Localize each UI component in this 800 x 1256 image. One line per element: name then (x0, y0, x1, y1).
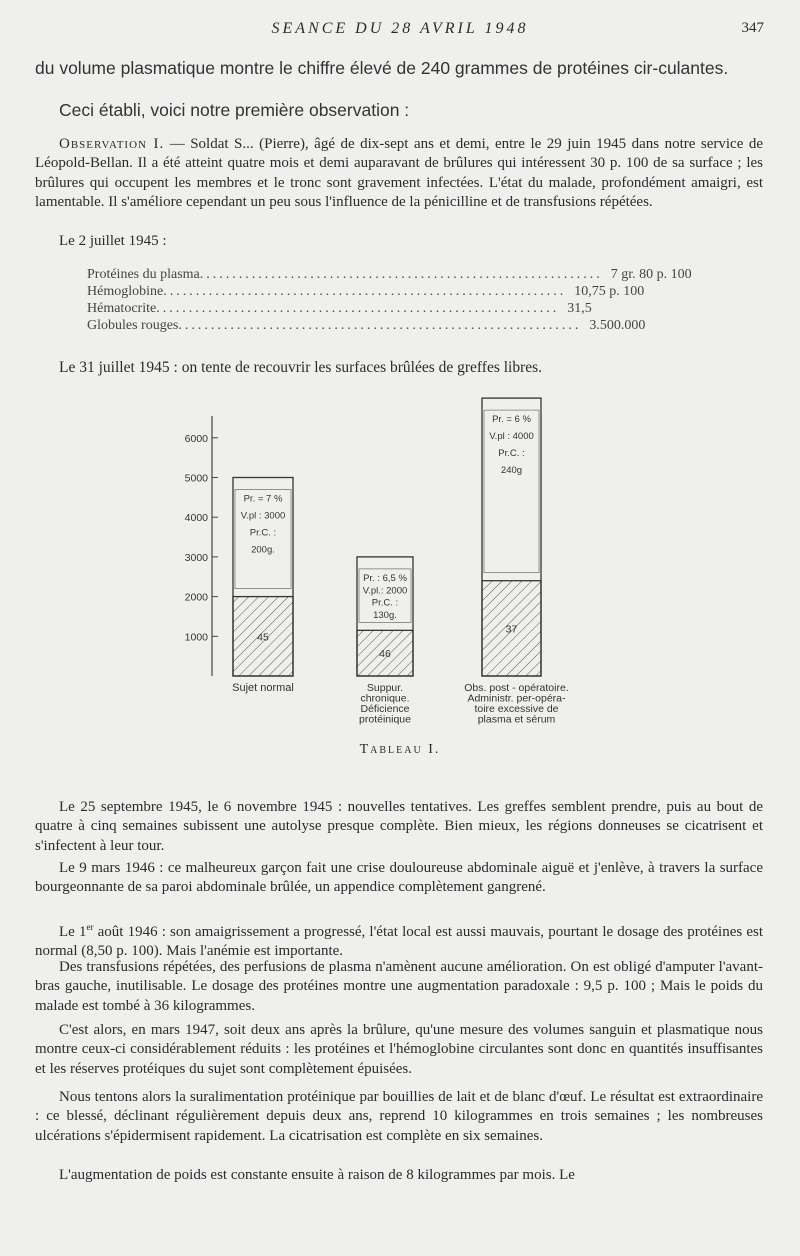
body-paragraph: C'est alors, en mars 1947, soit deux ans après la brûlure, qu'une mesure des volumes sanguin et plasmatique nous montre ceux-ci considérablement réduits : les protéines et l'hémoglobine circulantes sont donc en quantités insuffisantes et les réserves protéiques du sujet sont complètement épuisées. (35, 1022, 763, 1077)
y-tick-label: 5000 (184, 472, 208, 485)
lab-row (87, 300, 592, 317)
body-paragraph: L'augmentation de poids est constante ensuite à raison de 8 kilogrammes par mois. Le (59, 1167, 575, 1183)
bar-category-label: toire excessive de (474, 703, 559, 715)
lab-label: Globules rouges (87, 318, 179, 333)
intro-line-1: du volume plasmatique montre le chiffre élevé de 240 grammes de protéines cir-culantes. (35, 58, 729, 78)
bar-category-label: chronique. (360, 692, 410, 705)
paragraph-rest: août 1946 : son amaigrissement a progressé, l'état local est aussi mauvais, pourtant le dosage des protéines est normal (8,50 p. 100). Mais l'anémie est importante. (35, 924, 763, 960)
bar-category-label: plasma et sérum (477, 713, 556, 726)
bar-info-line: V.pl.: 2000 (362, 585, 408, 597)
leader-dots: .............................................................. (156, 301, 560, 316)
body-paragraph: Des transfusions répétées, des perfusions de plasma n'amènent aucune amélioration. On est obligé d'amputer l'avant-bras gauche, inutilisable. Le dosage des protéines montre une augmentation paradoxale : 9,5 p. 100 ; Mais le poids du malade est tombé à 36 kilogrammes. (35, 959, 763, 1014)
bar-category-label: Déficience (360, 703, 410, 715)
y-tick-label: 3000 (184, 551, 208, 564)
lab-value: 3.500.000 (589, 318, 646, 333)
body-paragraph: Le 25 septembre 1945, le 6 novembre 1945 : nouvelles tentatives. Les greffes semblent prendre, puis au bout de quatre à cinq semaines subissent une autolyse presque complète. Bien mieux, les régions donneuses se cicatrisent et s'infectent à leur tour. (35, 799, 763, 854)
intro-line-2: Ceci établi, voici notre première observation : (59, 100, 410, 120)
observation-date-line: Le 2 juillet 1945 : (59, 233, 167, 249)
bar-hatched-label: 45 (257, 631, 269, 644)
body-paragraph: Le 9 mars 1946 : ce malheureux garçon fait une crise douloureuse abdominale aiguë et j'enlève, à travers la surface bourgeonnante de sa paroi abdominale brûlée, un appendice complètement gangrené. (35, 860, 763, 896)
lab-row (87, 317, 646, 334)
bar-category-label: Obs. post - opératoire. (464, 682, 569, 694)
bar-hatched-label: 46 (379, 648, 391, 661)
bar-category-label: protéinique (359, 713, 411, 726)
y-tick-label: 6000 (184, 432, 208, 445)
body-paragraph: Le 1er août 1946 : son amaigrissement a progressé, l'état local est aussi mauvais, pourtant le dosage des protéines est normal (8,50 p. 100). Mais l'anémie est importante. (35, 922, 763, 960)
leader-dots: .............................................................. (163, 284, 567, 299)
leader-dots: .............................................................. (199, 267, 603, 282)
y-tick-label: 1000 (184, 631, 208, 644)
lab-label: Protéines du plasma (87, 267, 200, 282)
observation-paragraph (35, 135, 763, 212)
lab-value: 7 gr. 80 p. 100 (610, 267, 692, 282)
y-tick-label: 4000 (184, 512, 208, 525)
table-caption: Tableau I. (359, 742, 441, 757)
observation-label: Observation I. (59, 136, 165, 152)
bar-info-line: Pr.C. : (371, 597, 399, 609)
lab-values-table (87, 266, 692, 334)
leader-dots: .............................................................. (178, 318, 582, 333)
bar-info-line: Pr. : 6,5 % (363, 572, 407, 584)
bar-info-line: Pr. = 6 % (492, 414, 531, 426)
bar-category-label: Suppur. (366, 682, 404, 694)
lab-label: Hémoglobine (87, 284, 164, 299)
bar-hatched-label: 37 (505, 623, 518, 636)
lab-label: Hématocrite (87, 301, 157, 316)
bar-info-line: 200g. (251, 544, 275, 556)
superscript: er (86, 922, 94, 932)
bar-info-line: V.pl : 4000 (489, 431, 534, 443)
bar-info-line: V.pl : 3000 (240, 510, 286, 522)
y-tick-label: 2000 (184, 591, 208, 604)
bar-info-line: Pr.C. : (498, 448, 525, 460)
bar-info-line: Pr. = 7 % (243, 493, 283, 505)
running-header (0, 20, 800, 42)
bar-info-line: Pr.C. : (249, 527, 277, 539)
lab-row (87, 266, 692, 283)
lab-value: 10,75 p. 100 (574, 284, 645, 299)
lab-value: 31,5 (567, 301, 592, 316)
july-line: Le 31 juillet 1945 : on tente de recouvrir les surfaces brûlées de greffes libres. (59, 359, 543, 376)
body-paragraph: Nous tentons alors la suralimentation protéinique par bouillies de lait et de blanc d'œuf. Le résultat est extraordinaire : ce blessé, déclinant régulièrement depuis deux ans, reprend 10 kilogrammes en trois semaines ; les nombreuses ulcérations s'épidermisent rapidement. La cicatrisation est complète en six semaines. (35, 1089, 763, 1144)
page-number: 347 (741, 20, 764, 36)
bar-category-label: Administr. per-opéra- (467, 692, 566, 705)
observation-text: — Soldat S... (Pierre), âgé de dix-sept ans et demi, entre le 29 juin 1945 dans notre service de Léopold-Bellan. Il a été atteint quatre mois et demi auparavant de brûlures qui intéressent 30 p. 100 de sa surface ; les brûlures qui occupent les membres et le tronc sont gravement infectées. L'état du malade, profondément amaigri, est lamentable. Il s'améliore cependant un peu sous l'influence de la pénicilline et de transfusions répétées. (35, 136, 763, 210)
bar-info-line: 240g (500, 465, 523, 477)
bar-info-line: 130g. (373, 609, 397, 621)
running-title: SEANCE DU 28 AVRIL 1948 (271, 20, 529, 37)
lab-row (87, 283, 645, 300)
bar-category-label: Sujet normal (232, 682, 294, 694)
bar-chart (160, 398, 600, 738)
